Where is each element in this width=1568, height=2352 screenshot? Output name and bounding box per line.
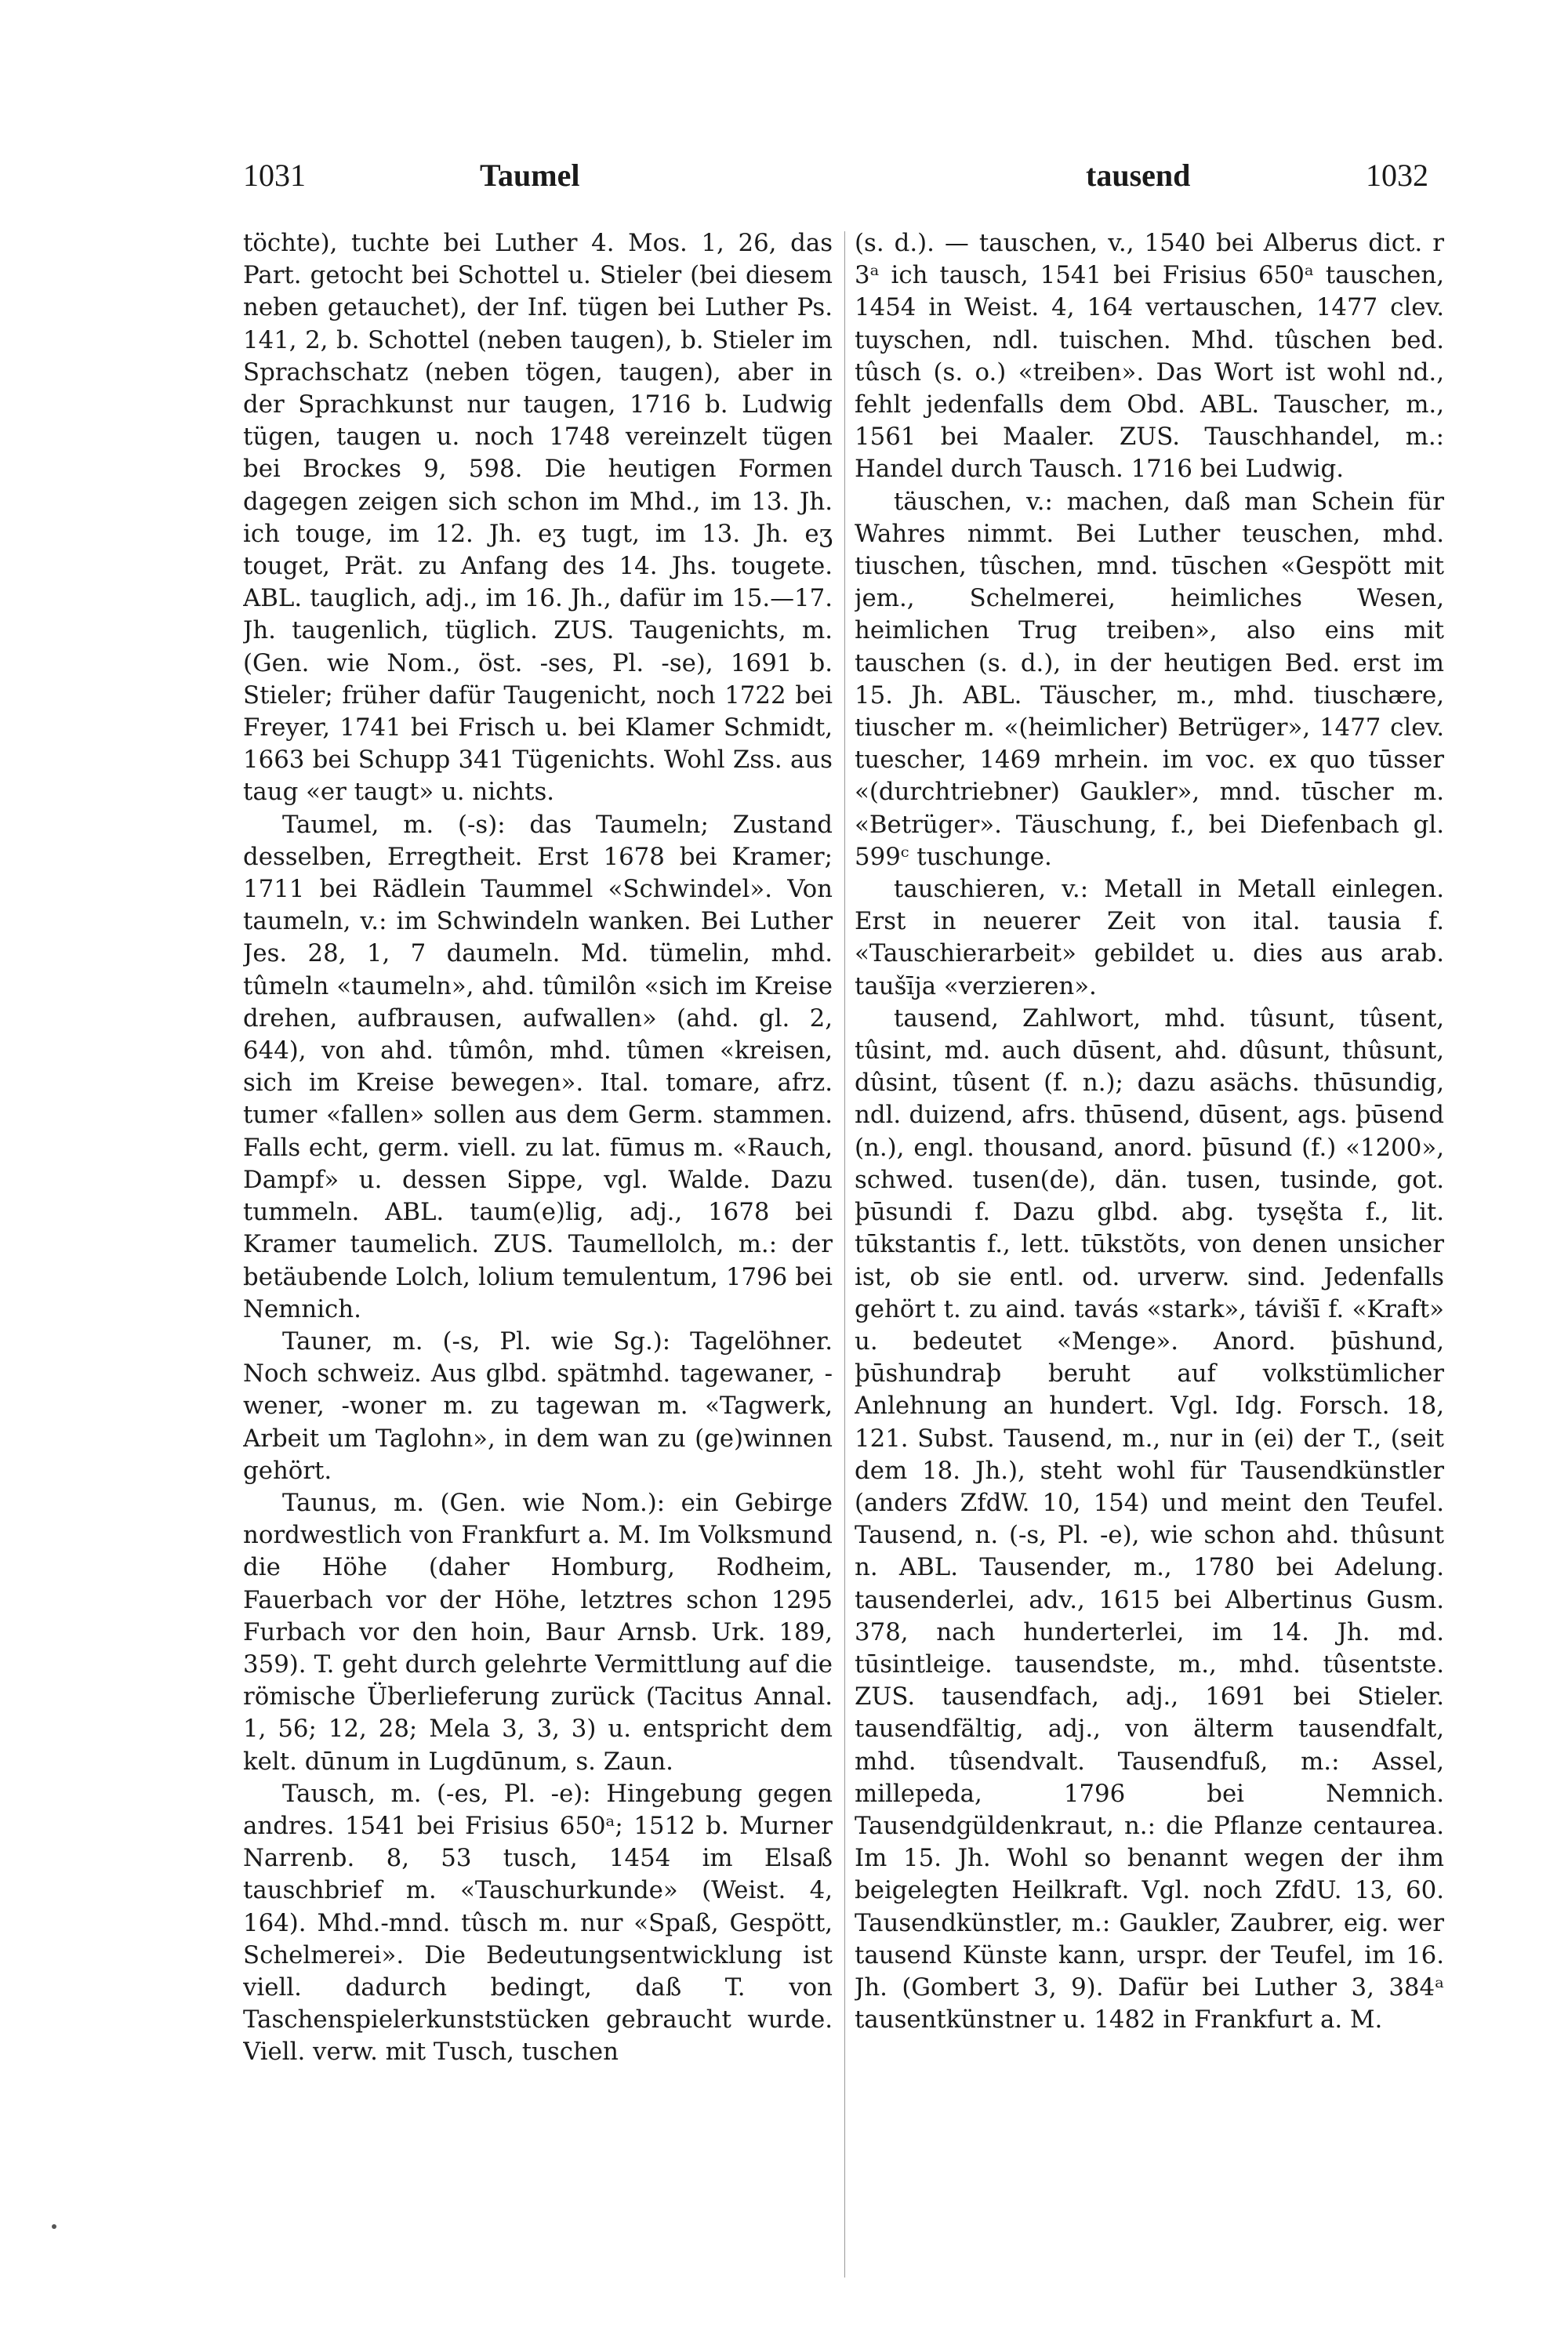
column-divider — [844, 231, 845, 2278]
right-running-headword: tausend — [1086, 158, 1191, 193]
right-page-number: 1032 — [1366, 158, 1428, 193]
left-running-headword: Taumel — [480, 158, 580, 193]
dictionary-entry: Tausch, m. (-es, Pl. -e): Hingebung gegen andres. 1541 bei Frisius 650ᵃ; 1512 b. Murner Narrenb. 8, 53 tusch, 1454 im Elsaß tauschbrief m. «Tauschurkunde» (Weist. 4, 164). Mhd.-mnd. tûsch m. nur «Spaß, Gespött, Schelmerei». Die Bedeutungsentwicklung ist viell. dadurch bedingt, daß T. von Taschenspielerkunststücken gebraucht wurde. Viell. verw. mit Tusch, tuschen — [243, 1779, 833, 2067]
dictionary-entry: Taunus, m. (Gen. wie Nom.): ein Gebirge nordwestlich von Frankfurt a. M. Im Volksmund die Höhe (daher Homburg, Rodheim, Fauerbach vor der Höhe, letztres schon 1295 Furbach vor den hoin, Baur Arnsb. Urk. 189, 359). T. geht durch gelehrte Vermittlung auf die römische Überlieferung zurück (Tacitus Annal. 1, 56; 12, 28; Mela 3, 3, 3) u. entspricht dem kelt. dūnum in Lugdūnum, s. Zaun. — [243, 1488, 833, 1776]
margin-speck — [52, 2224, 56, 2229]
dictionary-entry: Taumel, m. (-s): das Taumeln; Zustand desselben, Erregtheit. Erst 1678 bei Kramer; 1711 bei Rädlein Taummel «Schwindel». Von taumeln, v.: im Schwindeln wanken. Bei Luther Jes. 28, 1, 7 daumeln. Md. tümelin, mhd. tûmeln «taumeln», ahd. tûmilôn «sich im Kreise drehen, aufbrausen, aufwallen» (ahd. gl. 2, 644), von ahd. tûmôn, mhd. tûmen «kreisen, sich im Kreise bewegen». Ital. tomare, afrz. tumer «fallen» sollen aus dem Germ. stammen. Falls echt, germ. viell. zu lat. fūmus m. «Rauch, Dampf» u. dessen Sippe, vgl. Walde. Dazu tummeln. ABL. taum(e)lig, adj., 1678 bei Kramer taumelich. ZUS. Taumellolch, m.: der betäubende Lolch, lolium temulentum, 1796 bei Nemnich. — [243, 810, 833, 1323]
left-column — [243, 227, 833, 2289]
dictionary-entry: täuschen, v.: machen, daß man Schein für Wahres nimmt. Bei Luther teuschen, mhd. tiuschen, tûschen, mnd. tūschen «Gespött mit jem., Schelmerei, heimliches Wesen, heimlichen Trug treiben», also eins mit tauschen (s. d.), in der heutigen Bed. erst im 15. Jh. ABL. Täuscher, m., mhd. tiuschære, tiuscher m. «(heimlicher) Betrüger», 1477 clev. tuescher, 1469 mrhein. im voc. ex quo tūsser «(durchtriebner) Gaukler», mnd. tūscher m. «Betrüger». Täuschung, f., bei Diefenbach gl. 599ᶜ tuschunge. — [855, 487, 1444, 871]
dictionary-entry: töchte), tuchte bei Luther 4. Mos. 1, 26, das Part. getocht bei Schottel u. Stieler (bei diesem neben getauchet), der Inf. tügen bei Luther Ps. 141, 2, b. Schottel (neben taugen), b. Stieler im Sprachschatz (neben tögen, taugen), aber in der Sprachkunst nur taugen, 1716 b. Ludwig tügen, taugen u. noch 1748 vereinzelt tügen bei Brockes 9, 598. Die heutigen Formen dagegen zeigen sich schon im Mhd., im 13. Jh. ich touge, im 12. Jh. eʒ tugt, im 13. Jh. eʒ touget, Prät. zu Anfang des 14. Jhs. tougete. ABL. tauglich, adj., im 16. Jh., dafür im 15.—17. Jh. taugenlich, tüglich. ZUS. Taugenichts, m. (Gen. wie Nom., öst. -ses, Pl. -se), 1691 b. Stieler; früher dafür Taugenicht, noch 1722 bei Freyer, 1741 bei Frisch u. bei Klamer Schmidt, 1663 bei Schupp 341 Tügenichts. Wohl Zss. aus taug «er taugt» u. nichts. — [243, 229, 833, 807]
left-page-number: 1031 — [243, 158, 306, 193]
dictionary-entry: (s. d.). — tauschen, v., 1540 bei Alberus dict. r 3ᵃ ich tausch, 1541 bei Frisius 650ᵃ tauschen, 1454 in Weist. 4, 164 vertauschen, 1477 clev. tuyschen, ndl. tuischen. Mhd. tûschen bed. tûsch (s. o.) «treiben». Das Wort ist wohl nd., fehlt jedenfalls dem Obd. ABL. Tauscher, m., 1561 bei Maaler. ZUS. Tauschhandel, m.: Handel durch Tausch. 1716 bei Ludwig. — [855, 229, 1444, 484]
page-header — [0, 157, 1568, 204]
right-column — [855, 227, 1444, 2289]
dictionary-entry: tauschieren, v.: Metall in Metall einlegen. Erst in neuerer Zeit von ital. tausia f. «Tauschierarbeit» gebildet u. dies aus arab. taušīja «verzieren». — [855, 875, 1444, 1000]
dictionary-entry: tausend, Zahlwort, mhd. tûsunt, tûsent, tûsint, md. auch dūsent, ahd. dûsunt, thûsunt, dûsint, tûsent (f. n.); dazu asächs. thūsundig, ndl. duizend, afrs. thūsend, dūsent, ags. þūsend (n.), engl. thousand, anord. þūsund (f.) «1200», schwed. tusen(de), dän. tusen, tusinde, got. þūsundi f. Dazu glbd. abg. tysęšta f., lit. tūkstantis f., lett. tūkstŏts, von denen unsicher ist, ob sie entl. od. urverw. sind. Jedenfalls gehört t. zu aind. tavás «stark», távišī f. «Kraft» u. bedeutet «Menge». Anord. þūshund, þūshundraþ beruht auf volkstümlicher Anlehnung an hundert. Vgl. Idg. Forsch. 18, 121. Subst. Tausend, m., nur in (ei) der T., (seit dem 18. Jh.), steht wohl für Tausendkünstler (anders ZfdW. 10, 154) und meint den Teufel. Tausend, n. (-s, Pl. -e), wie schon ahd. thûsunt n. ABL. Tausender, m., 1780 bei Adelung. tausenderlei, adv., 1615 bei Albertinus Gusm. 378, nach hunderterlei, im 14. Jh. md. tūsintleige. tausendste, m., mhd. tûsentste. ZUS. tausendfach, adj., 1691 bei Stieler. tausendfältig, adj., von älterm tausendfalt, mhd. tûsendvalt. Tausendfuß, m.: Assel, millepeda, 1796 bei Nemnich. Tausendgüldenkraut, n.: die Pflanze centaurea. Im 15. Jh. Wohl so benannt wegen der ihm beigelegten Heilkraft. Vgl. noch ZfdU. 13, 60. Tausendkünstler, m.: Gaukler, Zaubrer, eig. wer tausend Künste kann, urspr. der Teufel, im 16. Jh. (Gombert 3, 9). Dafür bei Luther 3, 384ᵃ tausentkünstner u. 1482 in Frankfurt a. M. — [855, 1004, 1444, 2034]
dictionary-entry: Tauner, m. (-s, Pl. wie Sg.): Tagelöhner. Noch schweiz. Aus glbd. spätmhd. tagewaner, -wener, -woner m. zu tagewan m. «Tagwerk, Arbeit um Taglohn», in dem wan zu (ge)winnen gehört. — [243, 1327, 833, 1485]
